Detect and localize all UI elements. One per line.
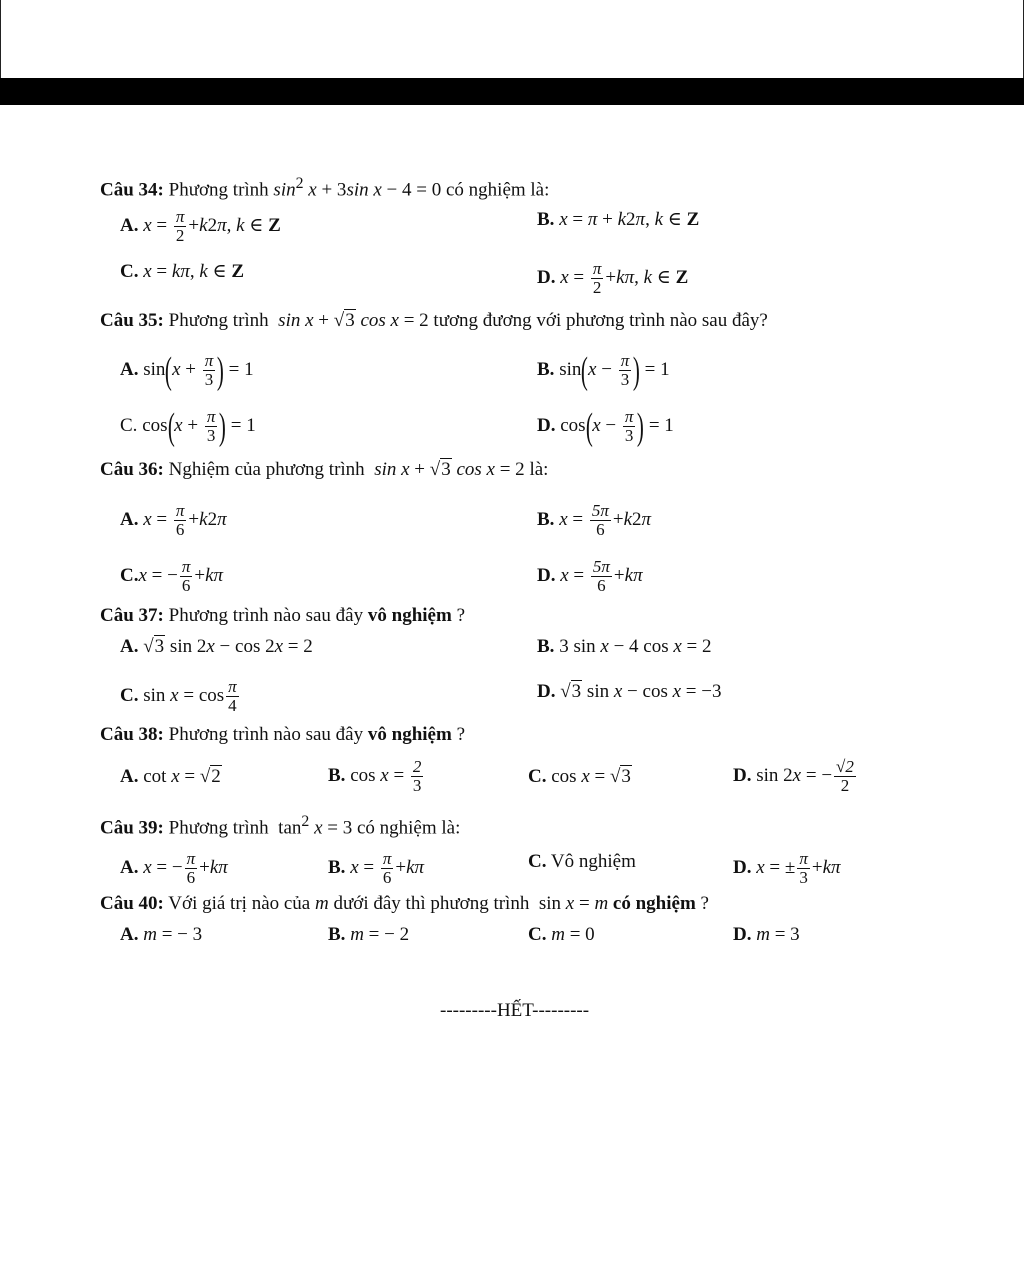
option-34a[interactable]: A. x = $\frac{\pi}{2}$ +k2π, k ∈ Z <box>120 207 281 245</box>
option-39a[interactable]: A. x = − $\frac{\pi}{6}$ +kπ <box>120 849 228 887</box>
option-36c[interactable]: C.x = − $\frac{\pi}{6}$ +kπ <box>120 557 224 595</box>
black-bar <box>0 78 1024 105</box>
option-40b[interactable]: B. m = − 2 <box>328 924 410 945</box>
option-35c[interactable]: C. cos(x + $\frac{\pi}{3}$ ) = 1 <box>120 405 256 448</box>
question-34: Câu 34: Phương trình $\sin^2 x + 3\sin$ x − 4 = 0 có nghiệm là: <box>100 175 550 201</box>
option-38c[interactable]: C. cos x = √3 <box>528 766 631 787</box>
question-35: Câu 35: Phương trình sin x + √3 cos x = 2 tương đương với phương trình nào sau đây? <box>100 310 768 331</box>
question-37: Câu 37: Phương trình nào sau đây vô nghiệm ? <box>100 605 465 626</box>
option-36d[interactable]: D. x = $\frac{5\pi}{6}$ +kπ <box>537 557 643 595</box>
page-top <box>0 0 1024 80</box>
option-36b[interactable]: B. x = $\frac{5\pi}{6}$ +k2π <box>537 501 652 539</box>
option-39d[interactable]: D. x = ± $\frac{\pi}{3}$ +kπ <box>733 849 841 887</box>
question-39: Câu 39: Phương trình $\tan^2 x = 3$ có nghiệm là: <box>100 813 461 839</box>
option-34d[interactable]: D. x = $\frac{\pi}{2}$ +kπ, k ∈ Z <box>537 259 689 297</box>
question-38: Câu 38: Phương trình nào sau đây vô nghiệm ? <box>100 724 465 745</box>
question-36: Câu 36: Nghiệm của phương trình sin x + √3 cos x = 2 là: <box>100 459 549 480</box>
option-37a[interactable]: A. √3 sin 2x − cos 2x = 2 <box>120 636 313 657</box>
option-39c[interactable]: C. Vô nghiệm <box>528 851 636 872</box>
end-marker: ---------HẾT--------- <box>440 1000 590 1021</box>
option-39b[interactable]: B. x = $\frac{\pi}{6}$ +kπ <box>328 849 425 887</box>
option-40a[interactable]: A. m = − 3 <box>120 924 203 945</box>
option-36a[interactable]: A. x = $\frac{\pi}{6}$ +k2π <box>120 501 227 539</box>
option-40c[interactable]: C. m = 0 <box>528 924 595 945</box>
question-40: Câu 40: Với giá trị nào của m dưới đây thì phương trình sin x = m có nghiệm ? <box>100 893 709 914</box>
option-37d[interactable]: D. √3 sin x − cos x = −3 <box>537 681 722 702</box>
option-35d[interactable]: D. cos(x − $\frac{\pi}{3}$ ) = 1 <box>537 405 674 448</box>
option-37c[interactable]: C. sin x = cos $\frac{\pi}{4}$ <box>120 677 237 715</box>
option-37b[interactable]: B. 3 sin x − 4 cos x = 2 <box>537 636 712 657</box>
option-35a[interactable]: A. sin(x + $\frac{\pi}{3}$ ) = 1 <box>120 349 254 392</box>
option-40d[interactable]: D. m = 3 <box>733 924 800 945</box>
option-38a[interactable]: A. cot x = √2 <box>120 766 221 787</box>
option-35b[interactable]: B. sin(x − $\frac{\pi}{3}$ ) = 1 <box>537 349 670 392</box>
option-38b[interactable]: B. cos x = $\frac{2}{3}$ <box>328 757 422 795</box>
option-38d[interactable]: D. sin 2x = − $\frac{√2}{2}$ <box>733 757 854 795</box>
option-34c[interactable]: C. x = kπ, k ∈ Z <box>120 261 245 282</box>
option-34b[interactable]: B. x = π + k2π, k ∈ Z <box>537 209 700 230</box>
question-label: Câu 34: <box>100 179 164 201</box>
left-edge <box>0 0 1 80</box>
